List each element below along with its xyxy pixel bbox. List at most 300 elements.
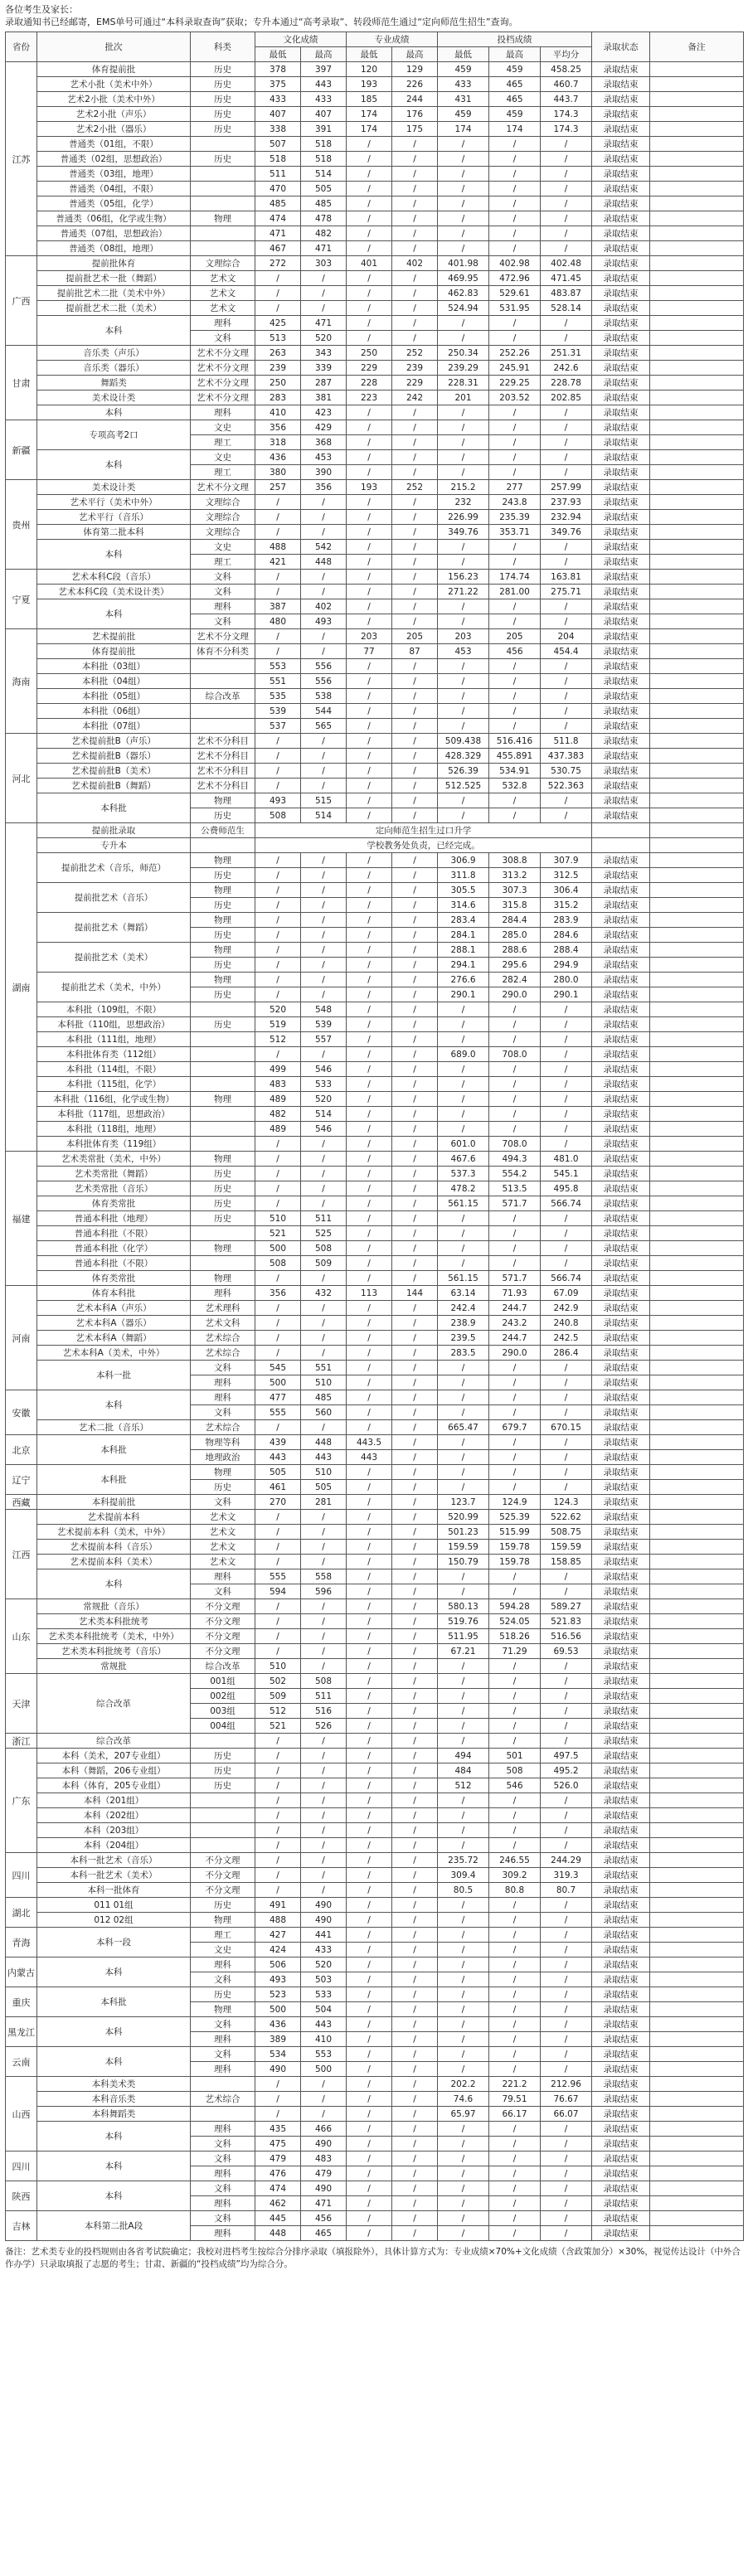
cell-culture-min: / xyxy=(255,1555,301,1569)
cell-status: 录取结束 xyxy=(592,1689,650,1704)
cell-culture-min: / xyxy=(255,1510,301,1525)
cell-culture-min: / xyxy=(255,1853,301,1868)
cell-major-max: / xyxy=(392,1211,438,1226)
cell-batch: 本科舞蹈类 xyxy=(37,2107,191,2122)
cell-filing-avg: / xyxy=(541,1107,592,1122)
cell-culture-max: 520 xyxy=(301,1092,347,1107)
cell-culture-min: / xyxy=(255,1778,301,1793)
cell-status: 录取结束 xyxy=(592,1734,650,1749)
cell-major-min: / xyxy=(347,1405,392,1420)
cell-major-min: / xyxy=(347,868,392,883)
cell-province: 贵州 xyxy=(6,480,37,570)
cell-filing-avg: 508.75 xyxy=(541,1525,592,1540)
cell-filing-min: 689.0 xyxy=(438,1047,489,1062)
cell-culture-min: / xyxy=(255,1808,301,1823)
cell-filing-max: 455.891 xyxy=(489,749,541,764)
cell-filing-max: / xyxy=(489,2152,541,2166)
table-row xyxy=(6,2092,744,2107)
cell-status: 录取结束 xyxy=(592,1002,650,1017)
cell-batch: 本科 xyxy=(37,2181,191,2211)
cell-remark xyxy=(650,704,744,719)
cell-subject: 文科 xyxy=(191,1584,255,1599)
cell-filing-min: / xyxy=(438,1435,489,1450)
cell-remark xyxy=(650,2152,744,2166)
cell-culture-max: 516 xyxy=(301,1704,347,1719)
cell-major-max: / xyxy=(392,1331,438,1346)
cell-status: 录取结束 xyxy=(592,1704,650,1719)
cell-culture-min: / xyxy=(255,1793,301,1808)
cell-filing-max: / xyxy=(489,1584,541,1599)
cell-culture-max: 343 xyxy=(301,346,347,361)
cell-filing-min: / xyxy=(438,2017,489,2032)
cell-major-min: / xyxy=(347,1092,392,1107)
cell-batch: 普通类（01组，不限） xyxy=(37,137,191,152)
table-row xyxy=(6,1002,744,1017)
cell-remark xyxy=(650,1286,744,1301)
cell-batch: 011 01组 xyxy=(37,1898,191,1913)
cell-filing-max: 501 xyxy=(489,1749,541,1763)
cell-subject xyxy=(191,241,255,256)
cell-filing-min: / xyxy=(438,689,489,704)
cell-culture-max: / xyxy=(301,958,347,973)
cell-filing-min: / xyxy=(438,1898,489,1913)
table-row xyxy=(6,510,744,525)
cell-status: 录取结束 xyxy=(592,331,650,346)
cell-major-min: / xyxy=(347,1375,392,1390)
cell-batch: 专升本 xyxy=(37,838,191,853)
cell-remark xyxy=(650,629,744,644)
cell-batch: 艺术类本科批统考（音乐） xyxy=(37,1644,191,1659)
cell-culture-max: / xyxy=(301,1152,347,1167)
cell-filing-avg: 158.85 xyxy=(541,1555,592,1569)
cell-culture-max: 510 xyxy=(301,1375,347,1390)
cell-filing-max: 174 xyxy=(489,122,541,137)
cell-culture-min: 534 xyxy=(255,2047,301,2062)
table-row xyxy=(6,1540,744,1555)
cell-status: 录取结束 xyxy=(592,241,650,256)
cell-major-min: / xyxy=(347,450,392,465)
cell-major-max: / xyxy=(392,1167,438,1181)
cell-province: 湖北 xyxy=(6,1898,37,1928)
cell-status: 录取结束 xyxy=(592,659,650,674)
cell-major-min: / xyxy=(347,779,392,793)
cell-batch: 本科批（118组，地理） xyxy=(37,1122,191,1137)
cell-remark xyxy=(650,1584,744,1599)
cell-major-min: / xyxy=(347,883,392,898)
cell-major-min: / xyxy=(347,1361,392,1375)
cell-filing-min: 512.525 xyxy=(438,779,489,793)
cell-filing-max: / xyxy=(489,1256,541,1271)
table-row xyxy=(6,2107,744,2122)
cell-status: 录取结束 xyxy=(592,226,650,241)
cell-filing-max: / xyxy=(489,1435,541,1450)
cell-batch: 本科 xyxy=(37,2152,191,2181)
table-row xyxy=(6,1077,744,1092)
cell-culture-max: 490 xyxy=(301,2137,347,2152)
cell-major-max: / xyxy=(392,1734,438,1749)
cell-major-max: / xyxy=(392,913,438,928)
cell-batch: 体育第二批本科 xyxy=(37,525,191,540)
cell-major-min: / xyxy=(347,2032,392,2047)
cell-filing-min: 561.15 xyxy=(438,1271,489,1286)
cell-remark xyxy=(650,1092,744,1107)
cell-batch: 本科（体育，205专业组） xyxy=(37,1778,191,1793)
cell-filing-min: / xyxy=(438,1405,489,1420)
cell-filing-max: / xyxy=(489,1569,541,1584)
cell-batch: 艺术提前本科 xyxy=(37,1510,191,1525)
cell-major-min: / xyxy=(347,1569,392,1584)
cell-culture-max: / xyxy=(301,943,347,958)
cell-subject: 艺术综合 xyxy=(191,1346,255,1361)
cell-status: 录取结束 xyxy=(592,1405,650,1420)
cell-filing-avg: / xyxy=(541,1032,592,1047)
cell-culture-min: 483 xyxy=(255,1077,301,1092)
cell-status: 录取结束 xyxy=(592,2181,650,2196)
cell-batch: 综合改革 xyxy=(37,1734,191,1749)
cell-filing-avg: 511.8 xyxy=(541,734,592,749)
cell-major-min: / xyxy=(347,241,392,256)
cell-culture-max: 471 xyxy=(301,316,347,331)
cell-culture-max: 356 xyxy=(301,480,347,495)
cell-filing-avg: 66.07 xyxy=(541,2107,592,2122)
cell-culture-max: / xyxy=(301,913,347,928)
cell-filing-min: / xyxy=(438,2166,489,2181)
cell-batch: 提前批体育 xyxy=(37,256,191,271)
table-row xyxy=(6,823,744,838)
cell-major-min: / xyxy=(347,928,392,943)
cell-culture-min: / xyxy=(255,1734,301,1749)
cell-batch: 本科 xyxy=(37,2017,191,2047)
cell-culture-min: 263 xyxy=(255,346,301,361)
table-row xyxy=(6,1032,744,1047)
table-row xyxy=(6,764,744,779)
cell-filing-min: / xyxy=(438,614,489,629)
cell-filing-min: / xyxy=(438,1211,489,1226)
cell-status: 录取结束 xyxy=(592,495,650,510)
cell-major-min: / xyxy=(347,793,392,808)
cell-major-max: / xyxy=(392,420,438,435)
cell-remark xyxy=(650,614,744,629)
cell-culture-max: 482 xyxy=(301,226,347,241)
cell-major-max: / xyxy=(392,1361,438,1375)
cell-major-min: 193 xyxy=(347,480,392,495)
cell-subject: 004组 xyxy=(191,1719,255,1734)
cell-major-max: / xyxy=(392,286,438,301)
cell-culture-max: 490 xyxy=(301,1913,347,1928)
cell-culture-max: / xyxy=(301,1808,347,1823)
cell-remark xyxy=(650,2226,744,2241)
cell-status: 录取结束 xyxy=(592,629,650,644)
table-row xyxy=(6,1659,744,1674)
cell-major-max: / xyxy=(392,1823,438,1838)
table-row xyxy=(6,1256,744,1271)
cell-major-min: 193 xyxy=(347,77,392,92)
cell-subject: 不分文理 xyxy=(191,1629,255,1644)
cell-subject: 理科 xyxy=(191,2122,255,2137)
cell-major-max: / xyxy=(392,1017,438,1032)
cell-remark xyxy=(650,2107,744,2122)
cell-culture-min: 551 xyxy=(255,674,301,689)
cell-batch: 本科批体育类（112组） xyxy=(37,1047,191,1062)
table-row xyxy=(6,1525,744,1540)
cell-remark xyxy=(650,271,744,286)
cell-batch: 美术设计类 xyxy=(37,391,191,405)
cell-major-max: / xyxy=(392,1525,438,1540)
table-row xyxy=(6,2211,744,2226)
cell-province: 安徽 xyxy=(6,1390,37,1435)
cell-filing-max: / xyxy=(489,1913,541,1928)
cell-major-min: / xyxy=(347,1390,392,1405)
cell-culture-min: 436 xyxy=(255,2017,301,2032)
table-row xyxy=(6,1495,744,1510)
cell-filing-max: / xyxy=(489,1405,541,1420)
footer-note: 备注：艺术类专业的投档规则由各省考试院确定；我校对进档考生按综合分排序录取（填报除外），具体计算方式为：专业成绩×70%+文化成绩（含政策加分）×30%，视觉传达设计（中外合作办学）只录取填报了志愿的考生；甘肃、新疆的“投档成绩”均为综合分。 xyxy=(5,2247,741,2269)
cell-filing-max: / xyxy=(489,1390,541,1405)
cell-culture-min: 488 xyxy=(255,540,301,555)
cell-major-min: / xyxy=(347,1898,392,1913)
cell-remark xyxy=(650,376,744,391)
cell-status: 录取结束 xyxy=(592,435,650,450)
cell-filing-max: / xyxy=(489,435,541,450)
cell-filing-max: 282.4 xyxy=(489,973,541,987)
table-row xyxy=(6,1614,744,1629)
cell-filing-min: / xyxy=(438,1838,489,1853)
cell-filing-max: / xyxy=(489,1211,541,1226)
cell-remark xyxy=(650,540,744,555)
cell-filing-max: / xyxy=(489,182,541,196)
cell-status: 录取结束 xyxy=(592,1152,650,1167)
cell-subject: 艺术不分文理 xyxy=(191,361,255,376)
cell-remark xyxy=(650,480,744,495)
cell-status: 录取结束 xyxy=(592,1047,650,1062)
cell-status: 录取结束 xyxy=(592,92,650,107)
cell-batch: 普通本科批（不限） xyxy=(37,1226,191,1241)
cell-culture-min: 502 xyxy=(255,1674,301,1689)
cell-culture-min: 555 xyxy=(255,1405,301,1420)
cell-batch: 音乐类（器乐） xyxy=(37,361,191,376)
cell-filing-max: 353.71 xyxy=(489,525,541,540)
cell-filing-avg: / xyxy=(541,1390,592,1405)
cell-status: 录取结束 xyxy=(592,868,650,883)
cell-major-min: / xyxy=(347,1032,392,1047)
cell-culture-max: / xyxy=(301,1599,347,1614)
cell-filing-min: / xyxy=(438,659,489,674)
cell-filing-min: 63.14 xyxy=(438,1286,489,1301)
cell-status: 录取结束 xyxy=(592,1331,650,1346)
cell-filing-avg: 237.93 xyxy=(541,495,592,510)
cell-filing-max: / xyxy=(489,1002,541,1017)
cell-major-min: / xyxy=(347,1629,392,1644)
cell-culture-min: / xyxy=(255,1749,301,1763)
cell-status: 录取结束 xyxy=(592,928,650,943)
cell-status: 录取结束 xyxy=(592,450,650,465)
cell-major-max: / xyxy=(392,1629,438,1644)
cell-subject: 理科 xyxy=(191,1957,255,1972)
cell-subject: 艺术文 xyxy=(191,1555,255,1569)
cell-filing-max: 708.0 xyxy=(489,1047,541,1062)
cell-remark xyxy=(650,241,744,256)
cell-culture-min: / xyxy=(255,913,301,928)
cell-culture-max: 281 xyxy=(301,1495,347,1510)
cell-culture-max: 539 xyxy=(301,1017,347,1032)
cell-status: 录取结束 xyxy=(592,286,650,301)
cell-filing-min: 271.22 xyxy=(438,585,489,599)
cell-filing-avg: / xyxy=(541,674,592,689)
cell-subject: 001组 xyxy=(191,1674,255,1689)
cell-batch: 本科（204组） xyxy=(37,1838,191,1853)
cell-culture-max: 544 xyxy=(301,704,347,719)
table-row xyxy=(6,1211,744,1226)
cell-subject: 历史 xyxy=(191,898,255,913)
cell-culture-max: 493 xyxy=(301,614,347,629)
cell-status: 录取结束 xyxy=(592,644,650,659)
cell-subject: 物理 xyxy=(191,1913,255,1928)
cell-culture-min: 436 xyxy=(255,450,301,465)
cell-filing-avg: 315.2 xyxy=(541,898,592,913)
table-row xyxy=(6,689,744,704)
table-row xyxy=(6,1868,744,1883)
cell-filing-avg: 242.9 xyxy=(541,1301,592,1316)
cell-batch: 本科批（115组，化学） xyxy=(37,1077,191,1092)
cell-filing-min: 215.2 xyxy=(438,480,489,495)
cell-remark xyxy=(650,1659,744,1674)
cell-major-max: 129 xyxy=(392,62,438,77)
cell-major-max: / xyxy=(392,1569,438,1584)
cell-culture-max: / xyxy=(301,1346,347,1361)
table-row xyxy=(6,1644,744,1659)
cell-subject: 艺术文 xyxy=(191,1510,255,1525)
cell-filing-min: 123.7 xyxy=(438,1495,489,1510)
cell-culture-min: 410 xyxy=(255,405,301,420)
cell-culture-max: / xyxy=(301,629,347,644)
cell-subject: 艺术文科 xyxy=(191,1316,255,1331)
cell-major-max: / xyxy=(392,1943,438,1957)
cell-filing-min: 561.15 xyxy=(438,1196,489,1211)
cell-culture-max: 402 xyxy=(301,599,347,614)
cell-subject: 不分文理 xyxy=(191,1853,255,1868)
cell-batch: 本科 xyxy=(37,1390,191,1420)
cell-filing-max: 281.00 xyxy=(489,585,541,599)
cell-status: 录取结束 xyxy=(592,316,650,331)
cell-filing-min: / xyxy=(438,450,489,465)
cell-filing-min: 283.5 xyxy=(438,1346,489,1361)
cell-culture-max: 565 xyxy=(301,719,347,734)
cell-culture-min: 509 xyxy=(255,1689,301,1704)
cell-status: 录取结束 xyxy=(592,599,650,614)
table-row xyxy=(6,226,744,241)
cell-filing-min: / xyxy=(438,704,489,719)
cell-status: 录取结束 xyxy=(592,1107,650,1122)
cell-culture-max: 504 xyxy=(301,2002,347,2017)
cell-filing-avg: / xyxy=(541,2226,592,2241)
cell-filing-max: 203.52 xyxy=(489,391,541,405)
cell-subject: 艺术不分文理 xyxy=(191,480,255,495)
cell-subject: 历史 xyxy=(191,1017,255,1032)
cell-status: 录取结束 xyxy=(592,973,650,987)
cell-major-min: / xyxy=(347,1346,392,1361)
cell-filing-max: 459 xyxy=(489,107,541,122)
cell-batch: 本科 xyxy=(37,405,191,420)
cell-subject: 艺术综合 xyxy=(191,1331,255,1346)
cell-culture-max: 490 xyxy=(301,2181,347,2196)
cell-filing-max: / xyxy=(489,2226,541,2241)
cell-batch: 体育类常批 xyxy=(37,1196,191,1211)
cell-major-max: / xyxy=(392,808,438,823)
cell-major-min: / xyxy=(347,1122,392,1137)
cell-culture-max: 448 xyxy=(301,1435,347,1450)
cell-subject: 艺术理科 xyxy=(191,1301,255,1316)
cell-remark xyxy=(650,1838,744,1853)
cell-filing-max: / xyxy=(489,614,541,629)
cell-culture-min: 470 xyxy=(255,182,301,196)
cell-subject: 理科 xyxy=(191,1569,255,1584)
table-row xyxy=(6,376,744,391)
cell-filing-avg: / xyxy=(541,1405,592,1420)
cell-major-min: 250 xyxy=(347,346,392,361)
cell-culture-min: / xyxy=(255,1137,301,1152)
cell-major-min: / xyxy=(347,2226,392,2241)
cell-filing-max: / xyxy=(489,241,541,256)
cell-major-min: / xyxy=(347,1868,392,1883)
cell-remark xyxy=(650,1346,744,1361)
cell-major-max: / xyxy=(392,1435,438,1450)
cell-filing-max: 307.3 xyxy=(489,883,541,898)
cell-major-max: / xyxy=(392,1181,438,1196)
cell-subject xyxy=(191,1062,255,1077)
cell-status: 录取结束 xyxy=(592,271,650,286)
cell-filing-min: / xyxy=(438,465,489,480)
cell-subject: 历史 xyxy=(191,928,255,943)
cell-subject: 理科 xyxy=(191,2226,255,2241)
cell-batch: 本科一批体育 xyxy=(37,1883,191,1898)
cell-filing-avg: 566.74 xyxy=(541,1271,592,1286)
cell-culture-min: 499 xyxy=(255,1062,301,1077)
cell-remark xyxy=(650,1555,744,1569)
cell-major-max: / xyxy=(392,1793,438,1808)
cell-remark xyxy=(650,973,744,987)
cell-filing-avg: / xyxy=(541,808,592,823)
cell-status xyxy=(592,838,650,853)
cell-culture-min: 421 xyxy=(255,555,301,570)
cell-batch: 常规批 xyxy=(37,1659,191,1674)
cell-filing-max: 246.55 xyxy=(489,1853,541,1868)
cell-major-max: / xyxy=(392,495,438,510)
cell-subject xyxy=(191,1823,255,1838)
cell-filing-avg: / xyxy=(541,793,592,808)
cell-major-max: / xyxy=(392,1704,438,1719)
cell-filing-avg: 67.09 xyxy=(541,1286,592,1301)
cell-subject: 历史 xyxy=(191,987,255,1002)
cell-subject: 理科 xyxy=(191,1375,255,1390)
cell-major-max: / xyxy=(392,1898,438,1913)
cell-filing-min: 524.94 xyxy=(438,301,489,316)
cell-culture-min: / xyxy=(255,898,301,913)
cell-subject: 历史 xyxy=(191,1763,255,1778)
cell-status: 录取结束 xyxy=(592,2137,650,2152)
cell-major-max: / xyxy=(392,2107,438,2122)
cell-subject: 艺术不分科目 xyxy=(191,749,255,764)
cell-culture-min: 462 xyxy=(255,2196,301,2211)
cell-culture-max: / xyxy=(301,1301,347,1316)
cell-filing-max: 80.8 xyxy=(489,1883,541,1898)
cell-remark xyxy=(650,1943,744,1957)
cell-filing-max: 459 xyxy=(489,62,541,77)
cell-major-max: / xyxy=(392,2047,438,2062)
cell-culture-max: / xyxy=(301,853,347,868)
cell-subject: 理科 xyxy=(191,2032,255,2047)
cell-batch: 艺术平行（美术中外） xyxy=(37,495,191,510)
cell-filing-min: 203 xyxy=(438,629,489,644)
